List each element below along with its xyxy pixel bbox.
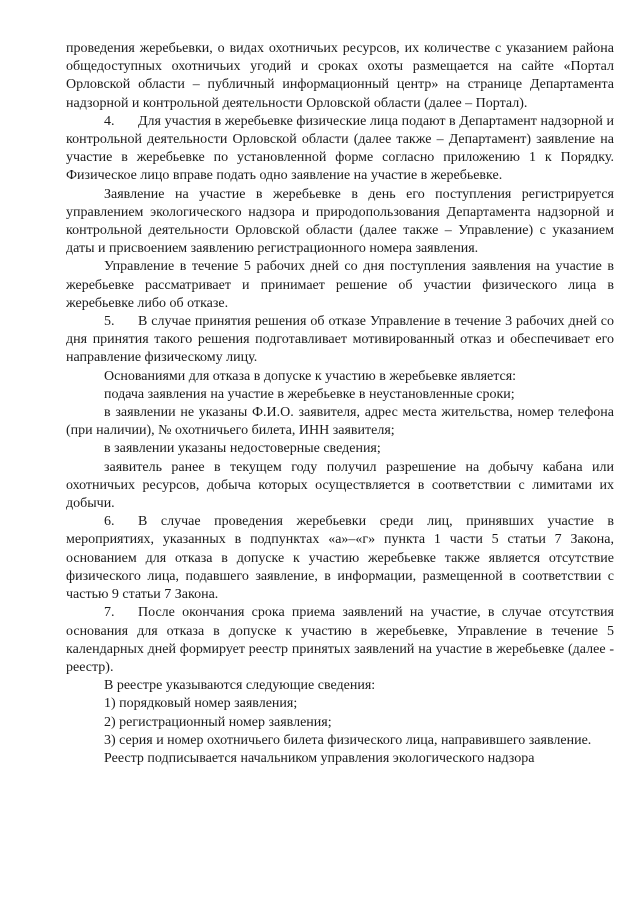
- item-number: 4.: [104, 113, 115, 129]
- item-number: 6.: [104, 514, 115, 530]
- paragraph-item-6: [66, 513, 614, 604]
- list-item-ground-1: подача заявления на участие в жеребьевке в неустановленные сроки;: [104, 386, 515, 402]
- paragraph-review: Управление в течение 5 рабочих дней со дня поступления заявления на участие в жеребьевке рассматривает и принимает решение об участии физического лица в жеребьевке либо об отказе.: [66, 259, 614, 311]
- paragraph-registry-signing: Реестр подписывается начальником управления экологического надзора: [104, 750, 535, 766]
- list-item-ground-2: в заявлении не указаны Ф.И.О. заявителя, адрес места жительства, номер телефона (при наличии), № охотничьего билета, ИНН заявителя;: [66, 405, 614, 439]
- item-number: 5.: [104, 314, 115, 330]
- paragraph-registry-contents: В реестре указываются следующие сведения:: [104, 678, 376, 694]
- item-text: В случае принятия решения об отказе Управление в течение 3 рабочих дней со дня принятия такого решения подготавливает мотивированный отказ и обеспечивает его направление физическому лицу.: [66, 314, 614, 366]
- item-number: 7.: [104, 605, 115, 621]
- list-item-ground-4: заявитель ранее в текущем году получил разрешение на добычу кабана или охотничьих ресурсов, добыча которых осуществляется в соответствии с лимитами их добычи.: [66, 459, 614, 512]
- paragraph-item-7: [66, 604, 614, 677]
- paragraph-item-5: [66, 313, 614, 368]
- paragraph-refusal-grounds: Основаниями для отказа в допуске к участию в жеребьевке является:: [104, 368, 517, 384]
- paragraph-portal-info: проведения жеребьевки, о видах охотничьих ресурсов, их количестве с указанием района общедоступных охотничьих угодий и сроках охоты размещается на сайте «Портал Орловской области – публичный информационный центр» на странице Департамента надзорной и контрольной деятельности Орловской области (далее – Портал).: [66, 41, 614, 111]
- paragraph-registration: Заявление на участие в жеребьевке в день его поступления регистрируется управлением экологического надзора и природопользования Департамента надзорной и контрольной деятельности Орловской области (далее также – Управление) с указанием даты и присвоением заявлению регистрационного номера заявления.: [66, 186, 614, 257]
- list-item-registry-3: 3) серия и номер охотничьего билета физического лица, направившего заявление.: [104, 732, 592, 748]
- list-item-ground-3: в заявлении указаны недостоверные сведения;: [104, 441, 381, 457]
- paragraph-item-4: [66, 113, 614, 186]
- document-page: [66, 40, 614, 768]
- list-item-registry-2: 2) регистрационный номер заявления;: [104, 714, 332, 730]
- list-item-registry-1: 1) порядковый номер заявления;: [104, 696, 298, 712]
- item-text: После окончания срока приема заявлений на участие, в случае отсутствия основания для отказа в допуске к участию в жеребьевке, Управление в течение 5 календарных дней формирует реестр принятых заявлений на участие в жеребьевке (далее - реестр).: [66, 605, 614, 675]
- item-text: В случае проведения жеребьевки среди лиц, принявших участие в мероприятиях, указанных в подпунктах «а»–«г» пункта 1 части 5 статьи 7 Закона, основанием для отказа в допуске к участию жеребьевке также является отсутствие физического лица, подавшего заявление, в информации, размещенной в соответствии с частью 9 статьи 7 Закона.: [66, 514, 614, 603]
- item-text: Для участия в жеребьевке физические лица подают в Департамент надзорной и контрольной деятельности Орловской области (далее также – Департамент) заявление на участие в жеребьевке по установленной форме согласно приложению 1 к Порядку. Физическое лицо вправе подать одно заявление на участие в жеребьевке.: [66, 113, 614, 184]
